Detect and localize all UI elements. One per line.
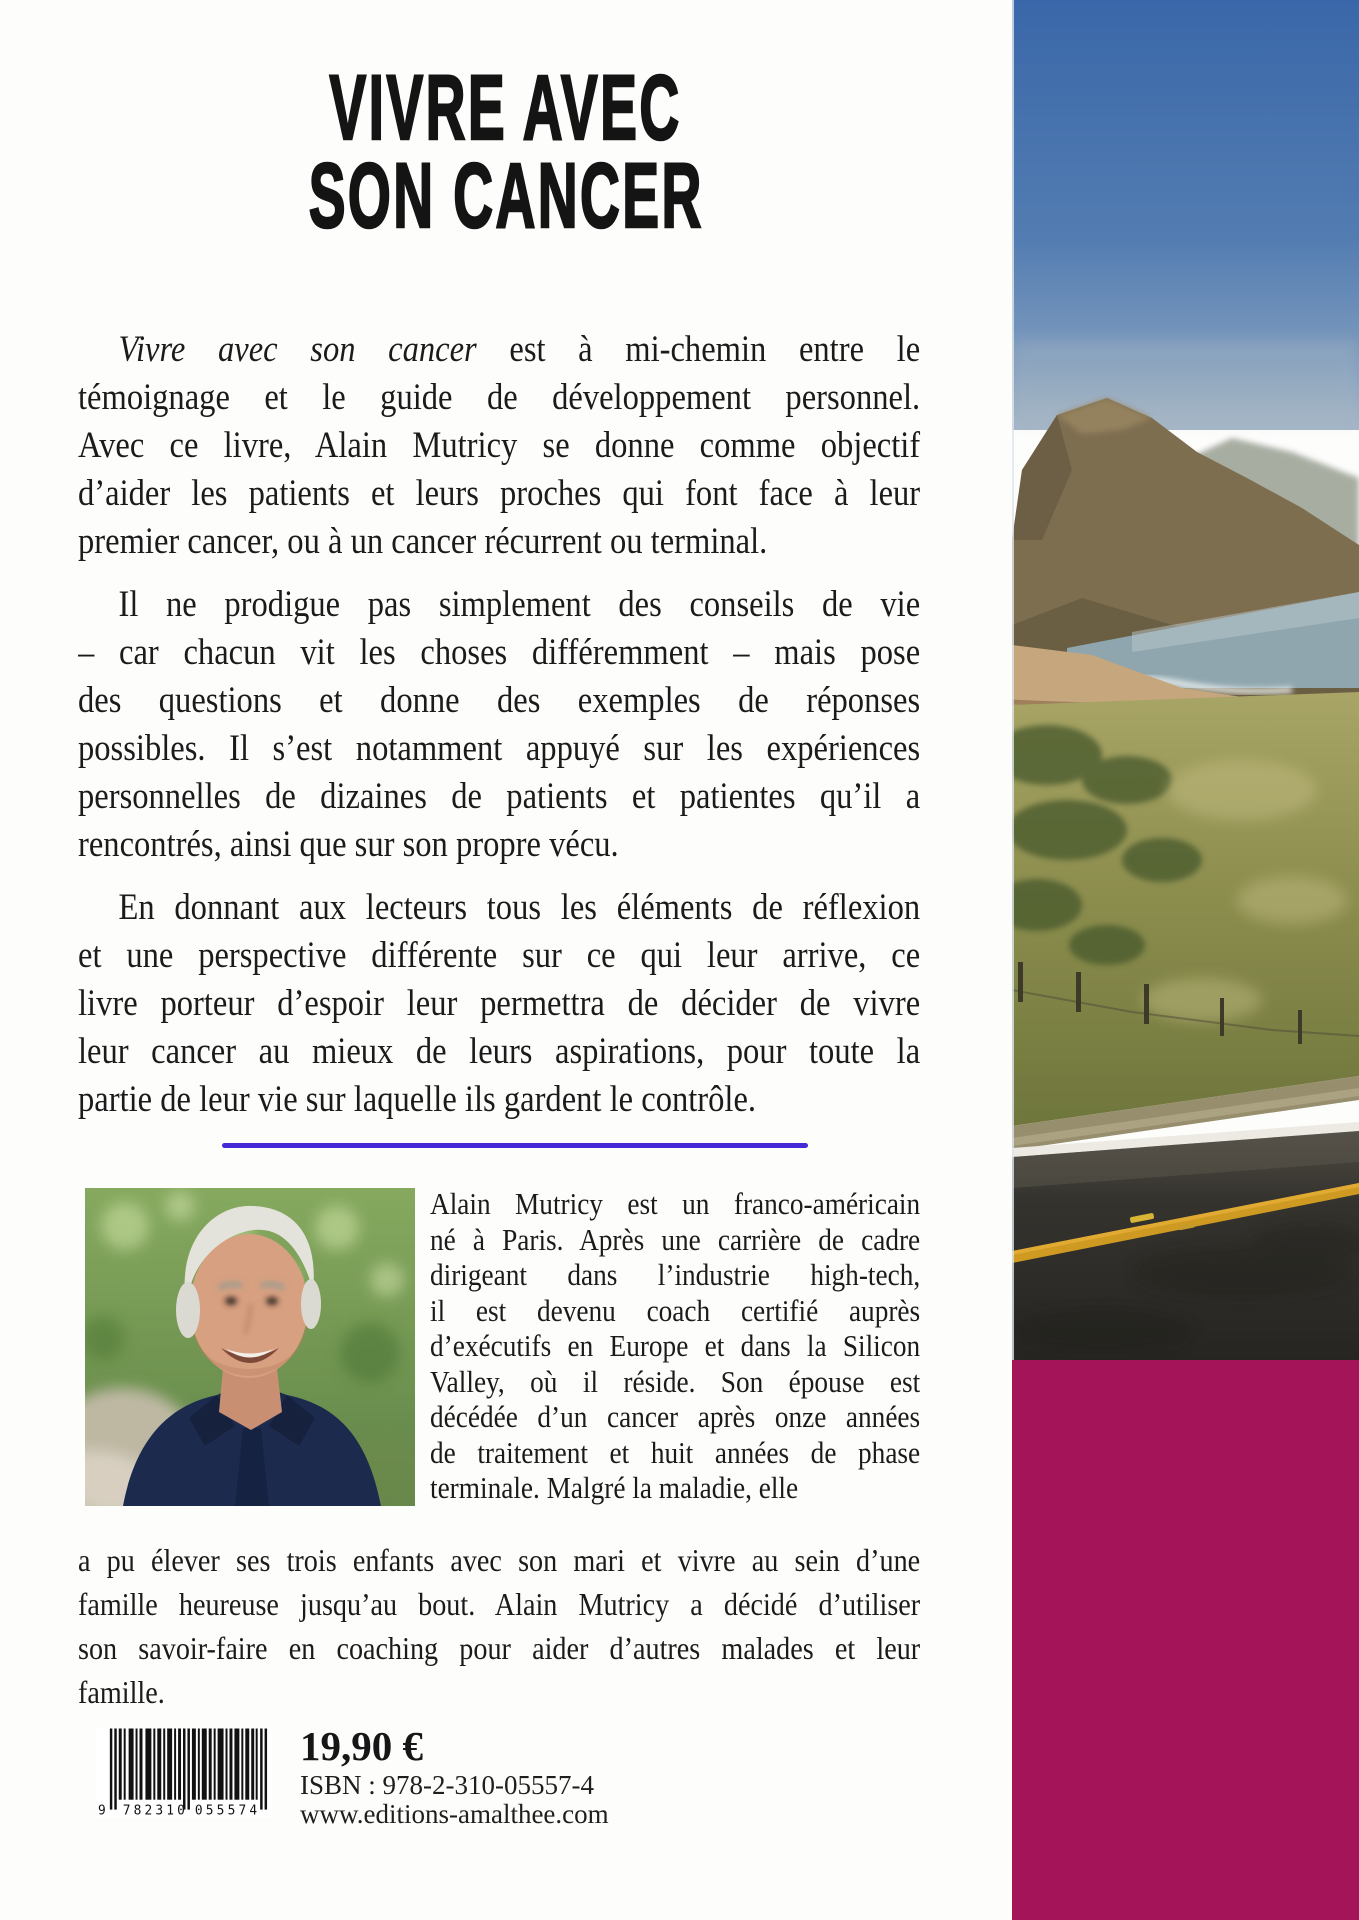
text-line: a pu élever ses trois enfants avec son mari et vivre au sein d’une bbox=[78, 1542, 921, 1578]
author-bio-column bbox=[430, 1186, 920, 1506]
publisher-url: www.editions-amalthee.com bbox=[300, 1799, 609, 1829]
text-line: Valley, où il réside. Son épouse est bbox=[430, 1363, 921, 1399]
barcode bbox=[96, 1728, 272, 1818]
author-bio-continuation bbox=[78, 1538, 920, 1714]
hair-side-right bbox=[301, 1279, 321, 1329]
text-line: – car chacun vit les choses différemment – mais pose bbox=[78, 632, 921, 673]
text-line: de traitement et huit années de phase bbox=[430, 1434, 921, 1470]
divider-rule bbox=[222, 1143, 808, 1148]
cover-photo-strip bbox=[1012, 0, 1359, 1360]
book-title-line-2 bbox=[0, 145, 1012, 269]
text-line: partie de leur vie sur laquelle ils gardent le contrôle. bbox=[78, 1079, 757, 1120]
text-line: leur cancer au mieux de leurs aspirations, pour toute la bbox=[78, 1031, 921, 1072]
isbn-label: ISBN : 978-2-310-05557-4 bbox=[300, 1770, 594, 1800]
text-line: famille heureuse jusqu’au bout. Alain Mutricy a décidé d’utiliser bbox=[78, 1586, 921, 1622]
photo-haze bbox=[1012, 340, 1359, 425]
text-line: d’aider les patients et leurs proches qui font face à leur bbox=[78, 473, 921, 514]
text-line: et une perspective différente sur ce qui leur arrive, ce bbox=[78, 935, 921, 976]
book-title-text-2: SON CANCER bbox=[308, 145, 704, 247]
text-line: Il ne prodigue pas simplement des conseils de vie bbox=[118, 584, 921, 625]
text-line: d’exécutifs en Europe et dans la Silicon bbox=[430, 1328, 921, 1363]
text-line: En donnant aux lecteurs tous les éléments de réflexion bbox=[118, 887, 921, 928]
book-title-text-1: VIVRE AVEC bbox=[329, 57, 683, 159]
magenta-panel bbox=[1012, 1360, 1359, 1920]
synopsis-paragraph-2 bbox=[78, 581, 920, 869]
barcode-digit-group-2: 055574 bbox=[194, 1803, 261, 1818]
hair-side-left bbox=[176, 1282, 200, 1338]
barcode-digits bbox=[98, 1804, 260, 1818]
text-line: rencontrés, ainsi que sur son propre vécu. bbox=[78, 824, 619, 865]
price-label: 19,90 € bbox=[300, 1723, 423, 1769]
text-line: dirigeant dans l’industrie high-tech, bbox=[430, 1257, 921, 1292]
barcode-digit-group-1: 782310 bbox=[122, 1803, 189, 1818]
text-line: Alain Mutricy est un franco-américain bbox=[430, 1186, 921, 1221]
text-line: il est devenu coach certifié auprès bbox=[430, 1292, 921, 1328]
text-line: témoignage et le guide de développement personnel. bbox=[78, 377, 921, 418]
author-photo bbox=[85, 1188, 415, 1506]
text-line: décédée d’un cancer après onze années bbox=[430, 1399, 921, 1434]
text-line: possibles. Il s’est notamment appuyé sur les expériences bbox=[78, 728, 921, 769]
text-line: né à Paris. Après une carrière de cadre bbox=[430, 1221, 921, 1257]
text-line: terminale. Malgré la maladie, elle bbox=[430, 1470, 799, 1505]
text-line: Vivre avec son cancer est à mi-chemin entre le bbox=[118, 329, 921, 370]
text-line: des questions et donne des exemples de réponses bbox=[78, 680, 921, 721]
synopsis-paragraph-3 bbox=[78, 884, 920, 1124]
text-line: Avec ce livre, Alain Mutricy se donne comme objectif bbox=[78, 425, 921, 466]
text-line: livre porteur d’espoir leur permettra de décider de vivre bbox=[78, 983, 921, 1024]
text-line: premier cancer, ou à un cancer récurrent ou terminal. bbox=[78, 521, 768, 562]
photo-left-edge bbox=[1012, 0, 1014, 1360]
text-line: personnelles de dizaines de patients et patientes qu’il a bbox=[78, 776, 921, 817]
book-title-italic: Vivre avec son cancer bbox=[118, 329, 477, 370]
text-line: famille. bbox=[78, 1674, 165, 1710]
text-line: son savoir-faire en coaching pour aider d’autres malades et leur bbox=[78, 1630, 921, 1666]
synopsis-paragraph-1 bbox=[78, 326, 920, 566]
barcode-lead-digit: 9 bbox=[97, 1803, 106, 1818]
synopsis-block bbox=[78, 326, 920, 1139]
